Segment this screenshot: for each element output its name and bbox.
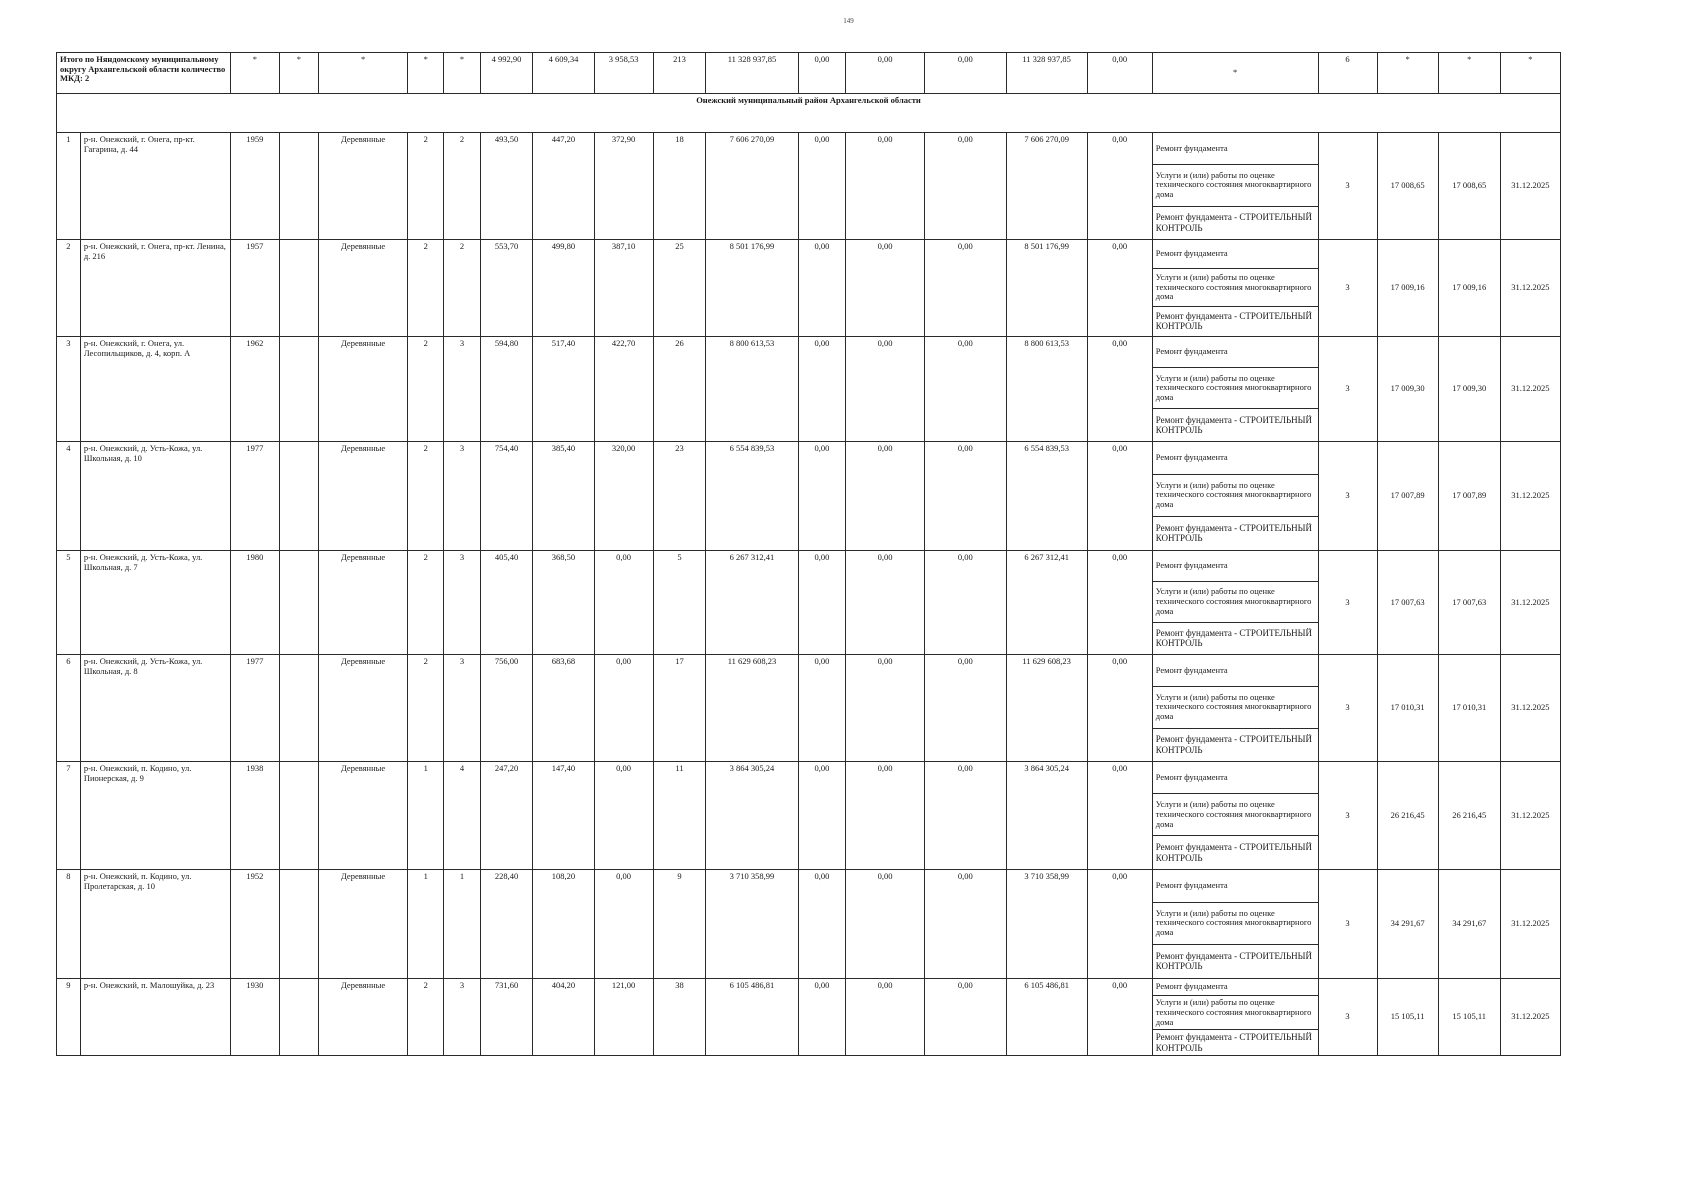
cell-f1: 0,00 [798,240,846,337]
cell-f3: 0,00 [924,551,1006,655]
cell-max-cost: 17 009,30 [1438,337,1500,442]
cell-works-count: 3 [1318,551,1377,655]
work-type-item: Услуги и (или) работы по оценке технического состояния многоквартирного дома [1153,475,1318,517]
cell-address: р-н. Онежский, г. Онега, пр-кт. Гагарина, д. 44 [80,133,230,240]
cell-wall: Деревянные [319,979,408,1056]
cell-unit-cost: 15 105,11 [1377,979,1438,1056]
cell-residents: 23 [653,442,706,551]
cell-works-count: 3 [1318,442,1377,551]
cell-num: 5 [57,551,81,655]
cell-c4 [279,240,318,337]
cell-total-area: 594,80 [480,337,533,442]
cell-works-count: 3 [1318,979,1377,1056]
cell-works-list [1152,870,1318,979]
cell-entrances: 2 [444,240,480,337]
cell-deadline: 31.12.2025 [1500,551,1560,655]
cell-f5: 0,00 [1087,240,1152,337]
cell-f5: 0,00 [1087,133,1152,240]
cell-num: 1 [57,133,81,240]
cell-f3: 0,00 [924,762,1006,870]
cell-address: р-н. Онежский, д. Усть-Кожа, ул. Школьная, д. 10 [80,442,230,551]
cell-num: 6 [57,655,81,762]
total-cell: * [1500,53,1560,94]
total-cell: 11 328 937,85 [706,53,798,94]
cell-works-list [1152,551,1318,655]
cell-floors: 2 [408,551,444,655]
cell-address: р-н. Онежский, п. Кодино, ул. Пролетарская, д. 10 [80,870,230,979]
total-cell: * [1438,53,1500,94]
cell-residents: 5 [653,551,706,655]
work-type-item: Ремонт фундамента [1153,551,1318,582]
cell-cost-total: 7 606 270,09 [706,133,798,240]
cell-area-owned: 0,00 [594,551,653,655]
cell-works-list [1152,337,1318,442]
cell-max-cost: 34 291,67 [1438,870,1500,979]
cell-f5: 0,00 [1087,442,1152,551]
cell-area-living: 385,40 [533,442,594,551]
capital-repair-register-table [56,52,1561,1056]
cell-f5: 0,00 [1087,337,1152,442]
work-type-item: Услуги и (или) работы по оценке технического состояния многоквартирного дома [1153,269,1318,307]
cell-wall: Деревянные [319,762,408,870]
cell-f5: 0,00 [1087,655,1152,762]
cell-deadline: 31.12.2025 [1500,762,1560,870]
table-body [57,53,1561,1056]
cell-cost-owners: 8 501 176,99 [1006,240,1087,337]
cell-f3: 0,00 [924,442,1006,551]
cell-num: 4 [57,442,81,551]
cell-year: 1930 [231,979,280,1056]
cell-residents: 18 [653,133,706,240]
cell-area-owned: 0,00 [594,762,653,870]
work-type-item: Ремонт фундамента [1153,337,1318,368]
cell-max-cost: 17 009,16 [1438,240,1500,337]
cell-wall: Деревянные [319,870,408,979]
cell-floors: 2 [408,442,444,551]
cell-wall: Деревянные [319,551,408,655]
cell-f1: 0,00 [798,337,846,442]
cell-c4 [279,442,318,551]
work-type-item: Услуги и (или) работы по оценке технического состояния многоквартирного дома [1153,794,1318,836]
cell-unit-cost: 17 009,30 [1377,337,1438,442]
cell-works-list [1152,133,1318,240]
cell-f1: 0,00 [798,442,846,551]
cell-cost-total: 8 800 613,53 [706,337,798,442]
total-cell: * [444,53,480,94]
cell-f3: 0,00 [924,870,1006,979]
cell-floors: 2 [408,655,444,762]
cell-entrances: 3 [444,655,480,762]
cell-area-living: 108,20 [533,870,594,979]
cell-num: 8 [57,870,81,979]
cell-cost-total: 6 554 839,53 [706,442,798,551]
cell-f3: 0,00 [924,337,1006,442]
cell-num: 2 [57,240,81,337]
cell-wall: Деревянные [319,240,408,337]
cell-year: 1962 [231,337,280,442]
cell-c4 [279,655,318,762]
cell-c4 [279,762,318,870]
cell-entrances: 3 [444,551,480,655]
cell-cost-owners: 6 554 839,53 [1006,442,1087,551]
work-type-item: Ремонт фундамента - СТРОИТЕЛЬНЫЙ КОНТРОЛЬ [1155,523,1313,544]
work-type-item: Услуги и (или) работы по оценке технического состояния многоквартирного дома [1153,582,1318,622]
cell-cost-total: 3 864 305,24 [706,762,798,870]
cell-floors: 2 [408,979,444,1056]
work-type-item: Услуги и (или) работы по оценке технического состояния многоквартирного дома [1153,368,1318,409]
cell-residents: 38 [653,979,706,1056]
cell-works-count: 3 [1318,337,1377,442]
cell-entrances: 3 [444,442,480,551]
cell-area-owned: 320,00 [594,442,653,551]
cell-cost-owners: 3 864 305,24 [1006,762,1087,870]
work-type-item: Ремонт фундамента [1153,655,1318,687]
cell-address: р-н. Онежский, п. Кодино, ул. Пионерская, д. 9 [80,762,230,870]
cell-wall: Деревянные [319,655,408,762]
cell-deadline: 31.12.2025 [1500,133,1560,240]
cell-total-area: 493,50 [480,133,533,240]
cell-f3: 0,00 [924,655,1006,762]
total-cell: * [231,53,280,94]
cell-num: 3 [57,337,81,442]
cell-wall: Деревянные [319,337,408,442]
cell-entrances: 3 [444,979,480,1056]
cell-total-area: 553,70 [480,240,533,337]
cell-residents: 25 [653,240,706,337]
work-type-item: Услуги и (или) работы по оценке технического состояния многоквартирного дома [1153,903,1318,945]
cell-f1: 0,00 [798,133,846,240]
cell-f2: 0,00 [846,551,925,655]
total-cell: 11 328 937,85 [1006,53,1087,94]
cell-f1: 0,00 [798,979,846,1056]
total-cell: 4 992,90 [480,53,533,94]
table-row [57,551,1561,655]
cell-area-owned: 0,00 [594,870,653,979]
cell-f5: 0,00 [1087,551,1152,655]
cell-unit-cost: 17 010,31 [1377,655,1438,762]
cell-f1: 0,00 [798,655,846,762]
total-row [57,53,1561,94]
cell-num: 9 [57,979,81,1056]
work-type-item: Ремонт фундамента [1153,870,1318,903]
table-row [57,337,1561,442]
cell-address: р-н. Онежский, д. Усть-Кожа, ул. Школьная, д. 8 [80,655,230,762]
cell-total-area: 247,20 [480,762,533,870]
cell-works-count: 3 [1318,655,1377,762]
cell-max-cost: 17 007,89 [1438,442,1500,551]
cell-c4 [279,337,318,442]
cell-year: 1957 [231,240,280,337]
cell-residents: 11 [653,762,706,870]
cell-area-owned: 387,10 [594,240,653,337]
total-cell: * [408,53,444,94]
table-row [57,442,1561,551]
work-type-item: Услуги и (или) работы по оценке технического состояния многоквартирного дома [1153,165,1318,207]
cell-f3: 0,00 [924,979,1006,1056]
cell-f5: 0,00 [1087,979,1152,1056]
table-row [57,979,1561,1056]
table-row [57,870,1561,979]
cell-c4 [279,551,318,655]
cell-area-owned: 372,90 [594,133,653,240]
cell-f1: 0,00 [798,762,846,870]
cell-cost-owners: 8 800 613,53 [1006,337,1087,442]
cell-f2: 0,00 [846,979,925,1056]
cell-area-living: 368,50 [533,551,594,655]
work-type-item: Услуги и (или) работы по оценке технического состояния многоквартирного дома [1153,687,1318,729]
cell-address: р-н. Онежский, д. Усть-Кожа, ул. Школьная, д. 7 [80,551,230,655]
table-row [57,240,1561,337]
work-type-item: Услуги и (или) работы по оценке технического состояния многоквартирного дома [1153,996,1318,1030]
cell-works-count: 3 [1318,762,1377,870]
table-row [57,133,1561,240]
total-cell: 6 [1318,53,1377,94]
cell-f1: 0,00 [798,870,846,979]
cell-address: р-н. Онежский, г. Онега, ул. Лесопильщиков, д. 4, корп. А [80,337,230,442]
cell-num: 7 [57,762,81,870]
cell-works-list [1152,442,1318,551]
total-cell: 213 [653,53,706,94]
page-number: 149 [843,17,854,25]
cell-f2: 0,00 [846,442,925,551]
cell-max-cost: 17 008,65 [1438,133,1500,240]
cell-entrances: 2 [444,133,480,240]
total-cell: * [319,53,408,94]
cell-floors: 2 [408,133,444,240]
cell-floors: 2 [408,240,444,337]
cell-f5: 0,00 [1087,870,1152,979]
cell-cost-total: 6 267 312,41 [706,551,798,655]
cell-works-count: 3 [1318,133,1377,240]
total-cell: 3 958,53 [594,53,653,94]
cell-floors: 1 [408,870,444,979]
cell-deadline: 31.12.2025 [1500,655,1560,762]
cell-year: 1959 [231,133,280,240]
cell-total-area: 405,40 [480,551,533,655]
cell-entrances: 1 [444,870,480,979]
cell-cost-total: 8 501 176,99 [706,240,798,337]
cell-residents: 17 [653,655,706,762]
work-type-item: Ремонт фундамента - СТРОИТЕЛЬНЫЙ КОНТРОЛЬ [1155,734,1313,755]
cell-cost-total: 3 710 358,99 [706,870,798,979]
cell-area-owned: 422,70 [594,337,653,442]
cell-unit-cost: 17 007,63 [1377,551,1438,655]
cell-total-area: 228,40 [480,870,533,979]
cell-total-area: 731,60 [480,979,533,1056]
cell-unit-cost: 17 007,89 [1377,442,1438,551]
cell-f2: 0,00 [846,240,925,337]
cell-cost-owners: 11 629 608,23 [1006,655,1087,762]
cell-f2: 0,00 [846,762,925,870]
cell-residents: 26 [653,337,706,442]
cell-f1: 0,00 [798,551,846,655]
cell-entrances: 3 [444,337,480,442]
cell-area-living: 499,80 [533,240,594,337]
total-cell: 0,00 [924,53,1006,94]
work-type-item: Ремонт фундамента - СТРОИТЕЛЬНЫЙ КОНТРОЛЬ [1155,414,1313,436]
region-header-row [57,94,1561,133]
cell-deadline: 31.12.2025 [1500,240,1560,337]
cell-year: 1938 [231,762,280,870]
cell-total-area: 756,00 [480,655,533,762]
cell-area-living: 147,40 [533,762,594,870]
cell-wall: Деревянные [319,442,408,551]
work-type-item: Ремонт фундамента [1153,979,1318,996]
cell-works-list [1152,762,1318,870]
total-cell: * [1152,53,1318,94]
work-type-item: Ремонт фундамента - СТРОИТЕЛЬНЫЙ КОНТРОЛЬ [1155,951,1313,972]
work-type-item: Ремонт фундамента [1153,442,1318,475]
cell-max-cost: 17 007,63 [1438,551,1500,655]
cell-f5: 0,00 [1087,762,1152,870]
cell-unit-cost: 17 009,16 [1377,240,1438,337]
cell-year: 1980 [231,551,280,655]
cell-works-list [1152,240,1318,337]
cell-wall: Деревянные [319,133,408,240]
cell-residents: 9 [653,870,706,979]
cell-f2: 0,00 [846,337,925,442]
cell-c4 [279,979,318,1056]
cell-max-cost: 17 010,31 [1438,655,1500,762]
total-cell: 0,00 [846,53,925,94]
cell-year: 1952 [231,870,280,979]
cell-max-cost: 26 216,45 [1438,762,1500,870]
table-row [57,762,1561,870]
cell-max-cost: 15 105,11 [1438,979,1500,1056]
cell-address: р-н. Онежский, г. Онега, пр-кт. Ленина, д. 216 [80,240,230,337]
cell-deadline: 31.12.2025 [1500,870,1560,979]
cell-f2: 0,00 [846,655,925,762]
cell-f2: 0,00 [846,870,925,979]
cell-works-list [1152,655,1318,762]
cell-cost-owners: 3 710 358,99 [1006,870,1087,979]
total-cell: 4 609,34 [533,53,594,94]
cell-c4 [279,870,318,979]
total-cell: 0,00 [1087,53,1152,94]
cell-works-count: 3 [1318,240,1377,337]
total-cell: * [279,53,318,94]
cell-floors: 2 [408,337,444,442]
cell-year: 1977 [231,442,280,551]
table-row [57,655,1561,762]
cell-cost-total: 6 105 486,81 [706,979,798,1056]
cell-cost-owners: 7 606 270,09 [1006,133,1087,240]
cell-c4 [279,133,318,240]
work-type-item: Ремонт фундамента [1153,133,1318,165]
cell-area-living: 683,68 [533,655,594,762]
cell-area-living: 447,20 [533,133,594,240]
region-title: Онежский муниципальный район Архангельской области [57,94,1561,133]
cell-cost-owners: 6 105 486,81 [1006,979,1087,1056]
cell-total-area: 754,40 [480,442,533,551]
cell-area-owned: 0,00 [594,655,653,762]
total-cell: * [1377,53,1438,94]
cell-area-owned: 121,00 [594,979,653,1056]
work-type-item: Ремонт фундамента [1153,762,1318,794]
cell-works-list [1152,979,1318,1056]
cell-area-living: 517,40 [533,337,594,442]
cell-works-count: 3 [1318,870,1377,979]
cell-year: 1977 [231,655,280,762]
cell-f3: 0,00 [924,133,1006,240]
cell-unit-cost: 17 008,65 [1377,133,1438,240]
work-type-item: Ремонт фундамента - СТРОИТЕЛЬНЫЙ КОНТРОЛЬ [1155,627,1313,649]
work-type-item: Ремонт фундамента [1153,240,1318,269]
cell-deadline: 31.12.2025 [1500,337,1560,442]
work-type-item: Ремонт фундамента - СТРОИТЕЛЬНЫЙ КОНТРОЛЬ [1155,311,1313,332]
cell-unit-cost: 34 291,67 [1377,870,1438,979]
cell-deadline: 31.12.2025 [1500,979,1560,1056]
cell-f2: 0,00 [846,133,925,240]
total-label: Итого по Няндомскому муниципальному округу Архангельской области количество МКД: 2 [57,53,231,94]
work-type-item: Ремонт фундамента - СТРОИТЕЛЬНЫЙ КОНТРОЛЬ [1155,212,1313,233]
cell-area-living: 404,20 [533,979,594,1056]
cell-cost-owners: 6 267 312,41 [1006,551,1087,655]
cell-f3: 0,00 [924,240,1006,337]
cell-entrances: 4 [444,762,480,870]
work-type-item: Ремонт фундамента - СТРОИТЕЛЬНЫЙ КОНТРОЛЬ [1155,842,1313,863]
cell-floors: 1 [408,762,444,870]
total-cell: 0,00 [798,53,846,94]
work-type-item: Ремонт фундамента - СТРОИТЕЛЬНЫЙ КОНТРОЛЬ [1155,1032,1313,1053]
cell-unit-cost: 26 216,45 [1377,762,1438,870]
cell-address: р-н. Онежский, п. Малошуйка, д. 23 [80,979,230,1056]
cell-deadline: 31.12.2025 [1500,442,1560,551]
cell-cost-total: 11 629 608,23 [706,655,798,762]
